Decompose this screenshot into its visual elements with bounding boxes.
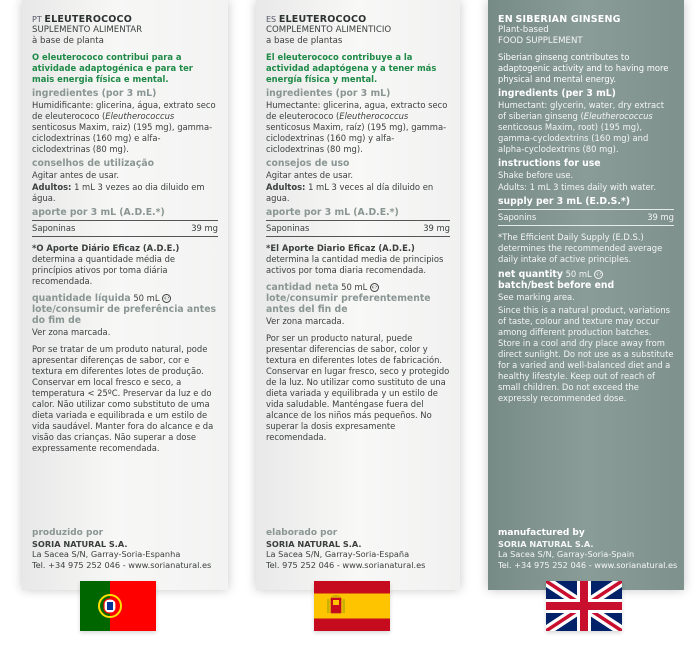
product-category: COMPLEMENTO ALIMENTICIO [266,25,392,35]
lot-text: See marking area. [498,292,575,302]
ingredients-part: Humectante: glicerina, agua, extracto seco de eleuterococo ( [266,100,448,121]
product-title [32,14,218,25]
product-basis: Plant-based [498,25,549,35]
product-name: SIBERIAN GINSENG [515,14,621,25]
dose-label: Adultos: [32,182,72,192]
manufacturer-block [266,528,454,570]
dose-label: Adultos: [266,182,306,192]
latin-name: Eleutherococcus [339,111,409,121]
nutrient-value: 39 mg [191,223,218,233]
legal-text: Por ser un producto natural, puede presentar diferencias de sabor, color y textura en diferentes lotes de fabricación. Conservar en lugar fresco, seco y protegido de la luz. No utilizar como sustituto de una dieta variada y equilibrada y un estilo de vida saludable. Manténgase fuera del alcance de los niños más pequeños. No superar la dosis expresamente recomendada. [266,333,450,442]
manufacturer-contact: Tel. +34 975 252 046 - www.sorianatural.es [498,559,678,570]
nutrient-name: Saponinas [266,223,310,233]
dose-label: Adults: [498,182,528,192]
manufacturer-name: SORIA NATURAL S.A. [266,538,362,549]
product-category: SUPLEMENTO ALIMENTAR [32,25,143,35]
nutrient-name: Saponins [498,212,537,222]
usage-dose [266,182,450,204]
usage-line: Agitar antes de usar. [266,170,354,180]
net-quantity [266,282,450,293]
ingredients-heading: ingredientes (por 3 mL) [266,88,391,99]
supply-note [32,243,218,287]
nutrition-row [498,209,674,226]
usage-heading: conselhos de utilização [32,158,154,169]
quantity-label: net quantity [498,269,563,280]
estimated-sign-icon: ℮ [596,271,602,278]
quantity-value: 50 mL [338,282,370,292]
nutrition-row [32,220,218,237]
label-panel-spanish [256,0,460,590]
usage-dose [498,182,674,193]
ingredients-part: senticosus Maxim, raíz) (195 mg), gamma-ciclodextrinas (160 mg) y alfa-ciclodextrinas (80 mg). [266,122,447,154]
health-claim: O eleuterococo contribui para a atividade adaptogénica e para ter mais energia física e mental. [32,52,193,84]
lot-text: Ver zona marcada. [32,327,111,337]
net-quantity [498,269,674,280]
ingredients-heading: ingredientes (por 3 mL) [32,88,157,99]
product-category: FOOD SUPPLEMENT [498,36,583,46]
ingredients-text [32,100,218,155]
quantity-value: 50 mL [562,269,595,279]
manufacturer-heading: manufactured by [498,528,585,538]
product-name: ELEUTEROCOCO [278,14,367,25]
quantity-value: 50 mL [130,293,163,303]
product-basis: a base de plantas [266,36,343,46]
note-text: determina a quantidade média de princípios ativos por toma diária recomendada. [32,254,176,286]
product-basis: à base de planta [32,36,104,46]
manufacturer-name: SORIA NATURAL S.A. [32,538,128,549]
ingredients-part: senticosus Maxim, raiz) (195 mg), gamma-ciclodextrinas (160 mg) e alfa-ciclodextrinas (80 mg). [32,122,213,154]
usage-line: Agitar antes de usar. [32,170,120,180]
supply-heading: supply per 3 mL (E.D.S.*) [498,196,630,207]
usage-dose [32,182,218,204]
ingredients-text [498,100,674,155]
health-claim: El eleuterococo contribuye a la actividad adaptógena y a tener más energía física y mental. [266,52,437,84]
nutrition-row [266,220,450,237]
ingredients-heading: ingredients (per 3 mL) [498,88,616,99]
quantity-label: cantidad neta [266,282,339,293]
manufacturer-block [32,528,222,570]
legal-text: Since this is a natural product, variations of taste, colour and texture may occur among different production batches. Store in a cool and dry place away from direct sunlight. Do not use as a substitute for a varied and well-balanced diet and a healthy lifestyle. Keep out of reach of small children. Do not exceed the expressly recommended dose. [498,305,674,403]
estimated-sign-icon: ℮ [164,295,170,302]
manufacturer-contact: Tel. 975 252 046 - www.sorianatural.es [266,559,426,570]
spain-flag-icon [314,581,390,631]
spain-flag-graphic [314,581,390,631]
ingredients-part: senticosus Maxim, root) (195 mg), gamma-cyclodextrins (160 mg) and alpha-cyclodextrins (80 mg). [498,122,649,154]
ingredients-part: Humidificante: glicerina, água, extrato seco de eleuterococo ( [32,100,216,121]
note-text: determina la cantidad media de principios activos por toma diaria recomendada. [266,254,444,275]
supply-heading: aporte por 3 mL (A.D.E.*) [266,207,399,218]
nutrient-value: 39 mg [423,223,450,233]
manufacturer-heading: produzido por [32,528,104,538]
supply-note [498,232,674,265]
manufacturer-block [498,528,678,570]
manufacturer-address: La Sacea S/N, Garray-Soria-España [266,549,410,559]
dose-text: 1 mL 3 veces al día diluido en agua. [266,182,434,203]
estimated-sign-icon: ℮ [371,284,378,291]
usage-heading: consejos de uso [266,158,350,169]
portugal-flag-graphic [80,581,156,631]
portugal-flag-icon [80,581,156,631]
quantity-label: quantidade líquida [32,293,131,304]
usage-heading: instructions for use [498,158,601,169]
supply-heading: aporte por 3 mL (A.D.E.*) [32,207,165,218]
latin-name: Eleutherococcus [583,111,653,121]
ingredients-text [266,100,450,155]
language-code: ES [266,15,277,24]
label-panel-portuguese [22,0,228,590]
health-claim: Siberian ginseng contributes to adaptogenic activity and to having more physical and mental energy. [498,52,669,84]
dose-text: 1 mL 3 times daily with water. [527,182,656,192]
manufacturer-address: La Sacea S/N, Garray-Soria-Espanha [32,549,181,559]
legal-text: Por se tratar de um produto natural, pode apresentar diferenças de sabor, cor e textura em diferentes lotes de produção. Conservar em local fresco e seco, a temperatura < 25ºC. Preservar da luz e do calor. Não utilizar como substituto de uma dieta variada e equilibrada e um estilo de vida saudável. Manter fora do alcance e da visão das crianças. Não superar a dose expressamente recomendada. [32,344,214,453]
manufacturer-heading: elaborado por [266,528,338,538]
net-quantity [32,293,218,304]
product-title [498,14,674,25]
ingredients-part: Humectant: glycerin, water, dry extract of siberian ginseng ( [498,100,665,121]
lot-heading: lote/consumir preferentemente antes del fin de [266,293,431,315]
language-code: EN [498,14,513,25]
manufacturer-address: La Sacea S/N, Garray-Soria-Spain [498,549,635,559]
language-code: PT [32,15,42,24]
dose-text: 1 mL 3 vezes ao dia diluido em água. [32,182,205,203]
note-title: *O Aporte Diário Eficaz (A.D.E.) [32,243,180,253]
manufacturer-name: SORIA NATURAL S.A. [498,538,594,549]
product-name: ELEUTEROCOCO [44,14,132,25]
uk-flag-graphic [546,581,622,631]
latin-name: Eleutherococcus [105,111,175,121]
supply-note [266,243,450,276]
lot-text: Ver zona marcada. [266,316,345,326]
manufacturer-contact: Tel. +34 975 252 046 - www.sorianatural.es [32,559,212,570]
product-title [266,14,450,25]
nutrient-name: Saponinas [32,223,76,233]
label-panel-english [488,0,684,590]
usage-line: Shake before use. [498,170,574,180]
lot-heading: lote/consumir de preferência antes do fim de [32,304,217,326]
note-title: *El Aporte Diario Eficaz (A.D.E.) [266,243,415,253]
nutrient-value: 39 mg [647,212,674,222]
note-text: *The Efficient Daily Supply (E.D.S.) determines the recommended average daily intake of active principles. [498,232,663,264]
uk-flag-icon [546,581,622,631]
lot-heading: batch/best before end [498,280,615,291]
